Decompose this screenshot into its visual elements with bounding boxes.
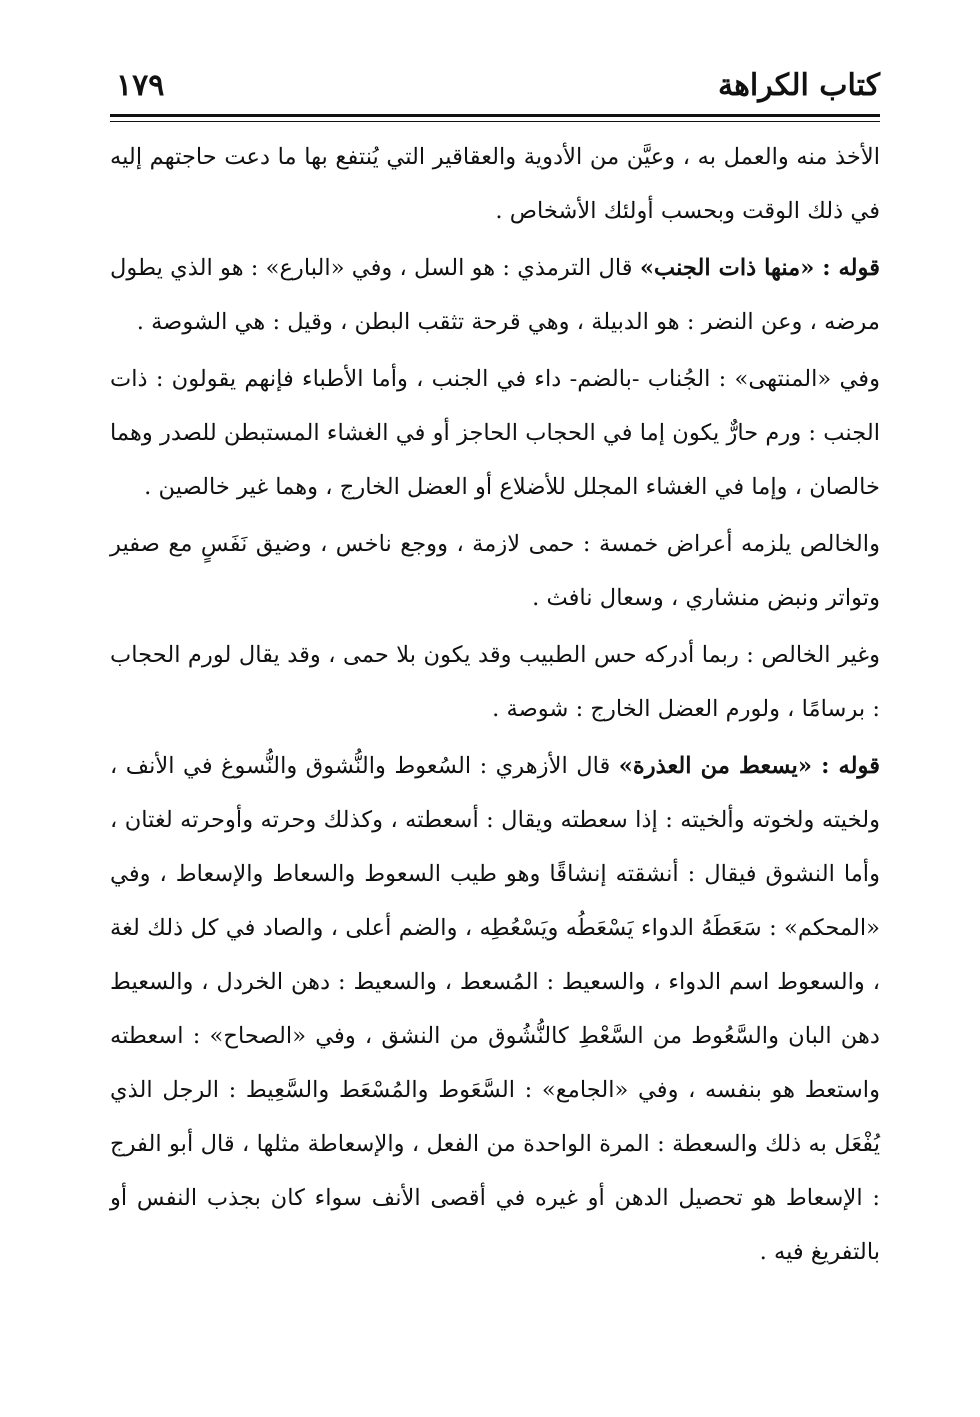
paragraph-text: قال الترمذي : هو السل ، وفي «البارع» : هو الذي يطول مرضه ، وعن النضر : هو الدبيلة ، وهي قرحة تثقب البطن ، وقيل : هي الشوصة . (110, 255, 880, 335)
body-text (110, 130, 880, 1282)
running-title: كتاب الكراهة (718, 68, 880, 103)
paragraph-text: قال الأزهري : السُعوط والنُّشوق والنُّسوغ في الأنف ، ولخيته ولخوته وألخيته : إذا سعطته ويقال : أسعطته ، وكذلك وحرته وأوحرته لغتان ، وأما النشوق فيقال : أنشقته إنشاقًا وهو طيب السعوط والسعاط والإسعاط ، وفي «المحكم» : سَعَطَهُ الدواء يَسْعَطُه ويَسْعُطِه ، والضم أعلى ، والصاد في كل ذلك لغة ، والسعوط اسم الدواء ، والسعيط : المُسعط ، والسعيط : دهن الخردل ، والسعيط دهن البان والسَّعُوط من السَّعْطِ كالنُّشُوق من النشق ، وفي «الصحاح» : اسعطته واستعط هو بنفسه ، وفي «الجامع» : السَّعَوط والمُسْعَط والسَّعِيط : الرجل الذي يُفْعَل به ذلك والسعطة : المرة الواحدة من الفعل ، والإسعاطة مثلها ، قال أبو الفرج : الإسعاط هو تحصيل الدهن أو غيره في أقصى الأنف سواء كان بجذب النفس أو بالتفريغ فيه . (110, 753, 880, 1265)
paragraph-text: وفي «المنتهى» : الجُناب -بالضم- داء في الجنب ، وأما الأطباء فإنهم يقولون : ذات الجنب : ورم حارٌّ يكون إما في الحجاب الحاجز أو في الغشاء المستبطن للصدر وهما خالصان ، وإما في الغشاء المجلل للأضلاع أو العضل الخارج ، وهما غير خالصين . (110, 366, 880, 500)
paragraph (110, 739, 880, 1279)
header-rule-thin (110, 121, 880, 122)
header-rule (110, 114, 880, 117)
paragraph-lead: قوله : «منها ذات الجنب» (639, 255, 880, 281)
paragraph (110, 628, 880, 736)
paragraph (110, 517, 880, 625)
page-number: ١٧٩ (116, 68, 165, 103)
paragraph (110, 352, 880, 514)
paragraph-text: وغير الخالص : ربما أدركه حس الطبيب وقد يكون بلا حمى ، وقد يقال لورم الحجاب : برسامًا ، ولورم العضل الخارج : شوصة . (110, 642, 880, 722)
paragraph-lead: قوله : «يسعط من العذرة» (618, 753, 881, 779)
paragraph-text: الأخذ منه والعمل به ، وعيَّن من الأدوية والعقاقير التي يُنتفع بها ما دعت حاجتهم إليه في ذلك الوقت وبحسب أولئك الأشخاص . (110, 144, 880, 224)
paragraph (110, 130, 880, 238)
page-header (110, 60, 880, 116)
paragraph-text: والخالص يلزمه أعراض خمسة : حمى لازمة ، ووجع ناخس ، وضيق نَفَسٍ مع صفير وتواتر ونبض منشاري ، وسعال نافث . (110, 531, 880, 611)
paragraph (110, 241, 880, 349)
